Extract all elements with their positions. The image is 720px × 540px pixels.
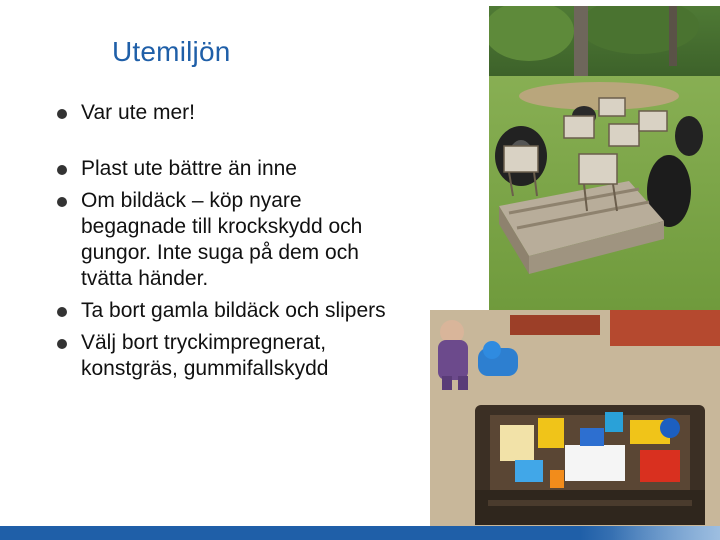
bullet-item [57, 100, 387, 126]
bullet-text: Om bildäck – köp nyare begagnade till krockskydd och gungor. Inte suga på dem och tvätta händer. [81, 189, 363, 290]
bottom-bar [0, 526, 720, 540]
playground-photo [489, 6, 720, 314]
slide-title: Utemiljön [112, 36, 231, 67]
bullet-dot-icon [57, 109, 67, 119]
bullet-dot-icon [57, 165, 67, 175]
bullet-dot-icon [57, 339, 67, 349]
bullet-item [57, 298, 387, 324]
bullet-text: Var ute mer! [81, 101, 195, 124]
sandbox-toys-photo [430, 310, 720, 530]
bullet-dot-icon [57, 307, 67, 317]
bullet-list [57, 100, 387, 382]
bullet-text: Ta bort gamla bildäck och slipers [81, 299, 386, 322]
bullet-dot-icon [57, 197, 67, 207]
bullet-text: Välj bort tryckimpregnerat, konstgräs, gummifallskydd [81, 331, 329, 380]
bullet-item [57, 330, 387, 382]
bullet-item [57, 188, 387, 292]
bullet-item [57, 156, 387, 182]
bullet-text: Plast ute bättre än inne [81, 157, 297, 180]
